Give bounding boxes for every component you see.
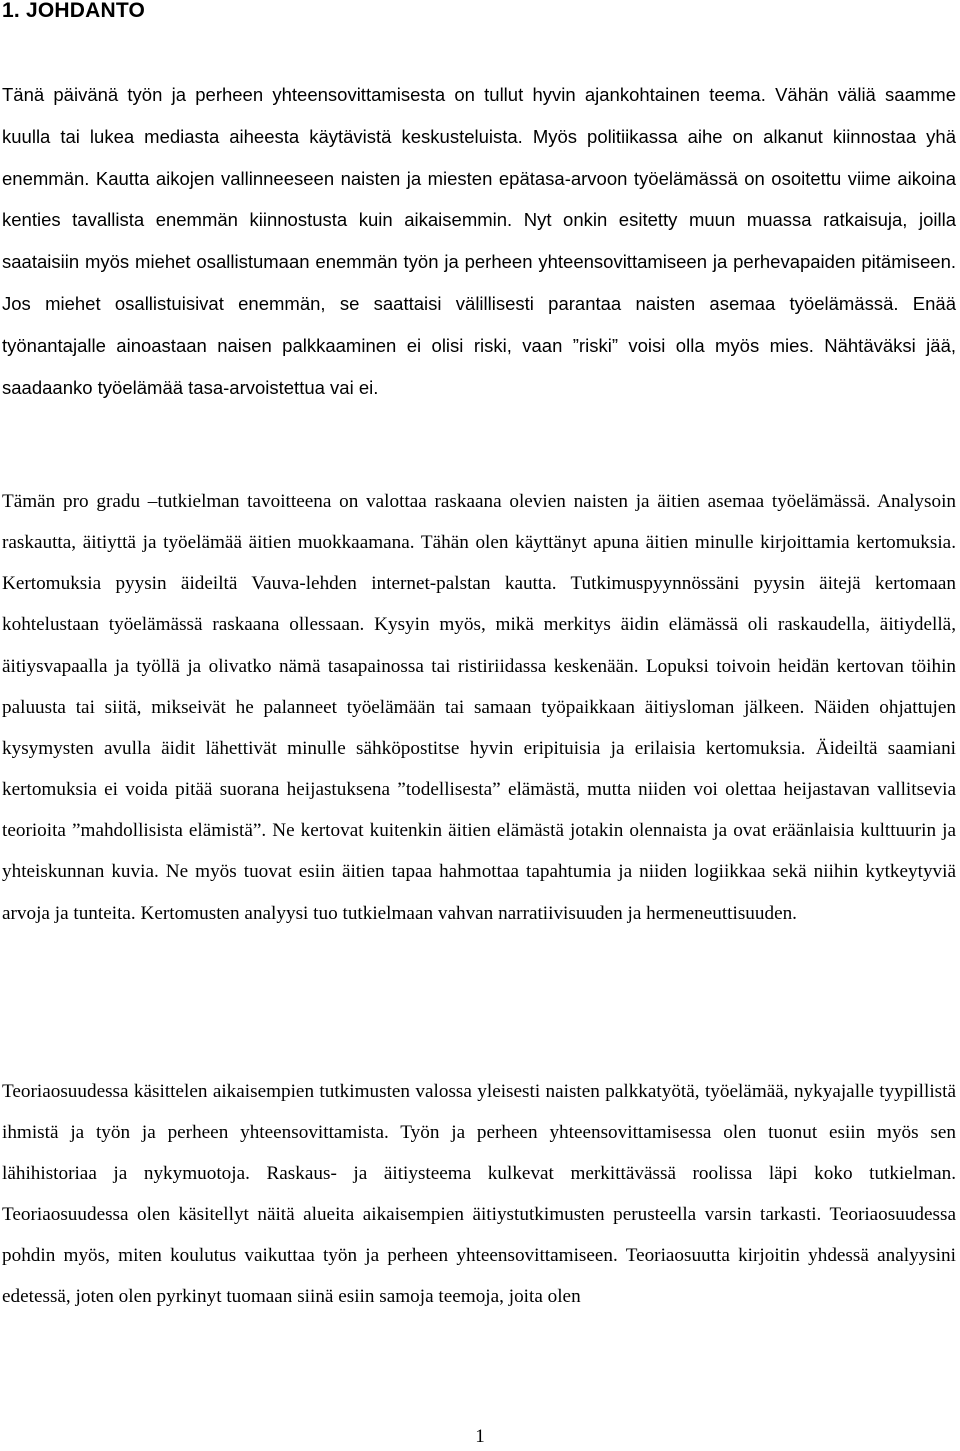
- page-number: 1: [475, 1426, 485, 1447]
- theory-paragraph: Teoriaosuudessa käsittelen aikaisempien tutkimusten valossa yleisesti naisten palkkatyötä, työelämää, nykyajalle tyypillistä ihmistä ja työn ja perheen yhteensovittamista. Työn ja perheen yhteensovittamisessa olen tuonut esiin myös sen lähihistoriaa ja nykymuotoja. Raskaus- ja äitiysteema kulkevat merkittävässä roolissa läpi koko tutkielman. Teoriaosuudessa olen käsitellyt näitä alueita aikaisempien äitiystutkimusten perusteella varsin tarkasti. Teoriaosuudessa pohdin myös, miten koulutus vaikuttaa työn ja perheen yhteensovittamiseen. Teoriaosuutta kirjoitin yhdessä analyysini edetessä, joten olen pyrkinyt tuomaan siinä esiin samoja teemoja, joita olen: [2, 1081, 956, 1308]
- chapter-heading: 1. JOHDANTO: [2, 0, 146, 22]
- intro-paragraph: Tänä päivänä työn ja perheen yhteensovittamisesta on tullut hyvin ajankohtainen teema. Vähän väliä saamme kuulla tai lukea mediasta aiheesta käytävistä keskusteluista. Myös politiikassa aihe on alkanut kiinnostaa yhä enemmän. Kautta aikojen vallinneeseen naisten ja miesten epätasa-arvoon työelämässä on osoitettu viime aikoina kenties tavallista enemmän kiinnostusta kuin aikaisemmin. Nyt onkin esitetty muun muassa ratkaisuja, joilla saataisiin myös miehet osallistumaan enemmän työn ja perheen yhteensovittamiseen ja perhevapaiden pitämiseen. Jos miehet osallistuisivat enemmän, se saattaisi välillisesti parantaa naisten asemaa työelämässä. Enää työnantajalle ainoastaan naisen palkkaaminen ei olisi riski, vaan ”riski” voisi olla myös mies. Nähtäväksi jää, saadaanko työelämää tasa-arvoistettua vai ei.: [2, 84, 956, 398]
- aim-paragraph: Tämän pro gradu –tutkielman tavoitteena on valottaa raskaana olevien naisten ja äitien asemaa työelämässä. Analysoin raskautta, äitiyttä ja työelämää äitien muokkaamana. Tähän olen käyttänyt apuna äitien minulle kirjoittamia kertomuksia. Kertomuksia pyysin äideiltä Vauva-lehden internet-palstan kautta. Tutkimuspyynnössäni pyysin äitejä kertomaan kohtelustaan työelämässä raskaana ollessaan. Kysyin myös, mikä merkitys äidin elämässä oli raskaudella, äitiydellä, äitiysvapaalla ja työllä ja olivatko nämä tasapainossa tai ristiriidassa keskenään. Lopuksi toivoin heidän kertovan töihin paluusta tai siitä, mikseivät he palanneet työelämään tai samaan työpaikkaan äitiysloman jälkeen. Näiden ohjattujen kysymysten avulla äidit lähettivät minulle sähköpostitse hyvin eripituisia ja erilaisia kertomuksia. Äideiltä saamiani kertomuksia ei voida pitää suorana heijastuksena ”todellisesta” elämästä, mutta niiden voi olettaa heijastavan vallitsevia teorioita ”mahdollisista elämistä”. Ne kertovat kuitenkin äitien elämästä jotakin olennaista ja ovat eräänlaisia kulttuurin ja yhteiskunnan kuvia. Ne myös tuovat esiin äitien tapaa hahmottaa tapahtumia ja niiden logiikkaa sekä niihin kytkeytyviä arvoja ja tunteita. Kertomusten analyysi tuo tutkielmaan vahvan narratiivisuuden ja hermeneuttisuuden.: [2, 491, 956, 924]
